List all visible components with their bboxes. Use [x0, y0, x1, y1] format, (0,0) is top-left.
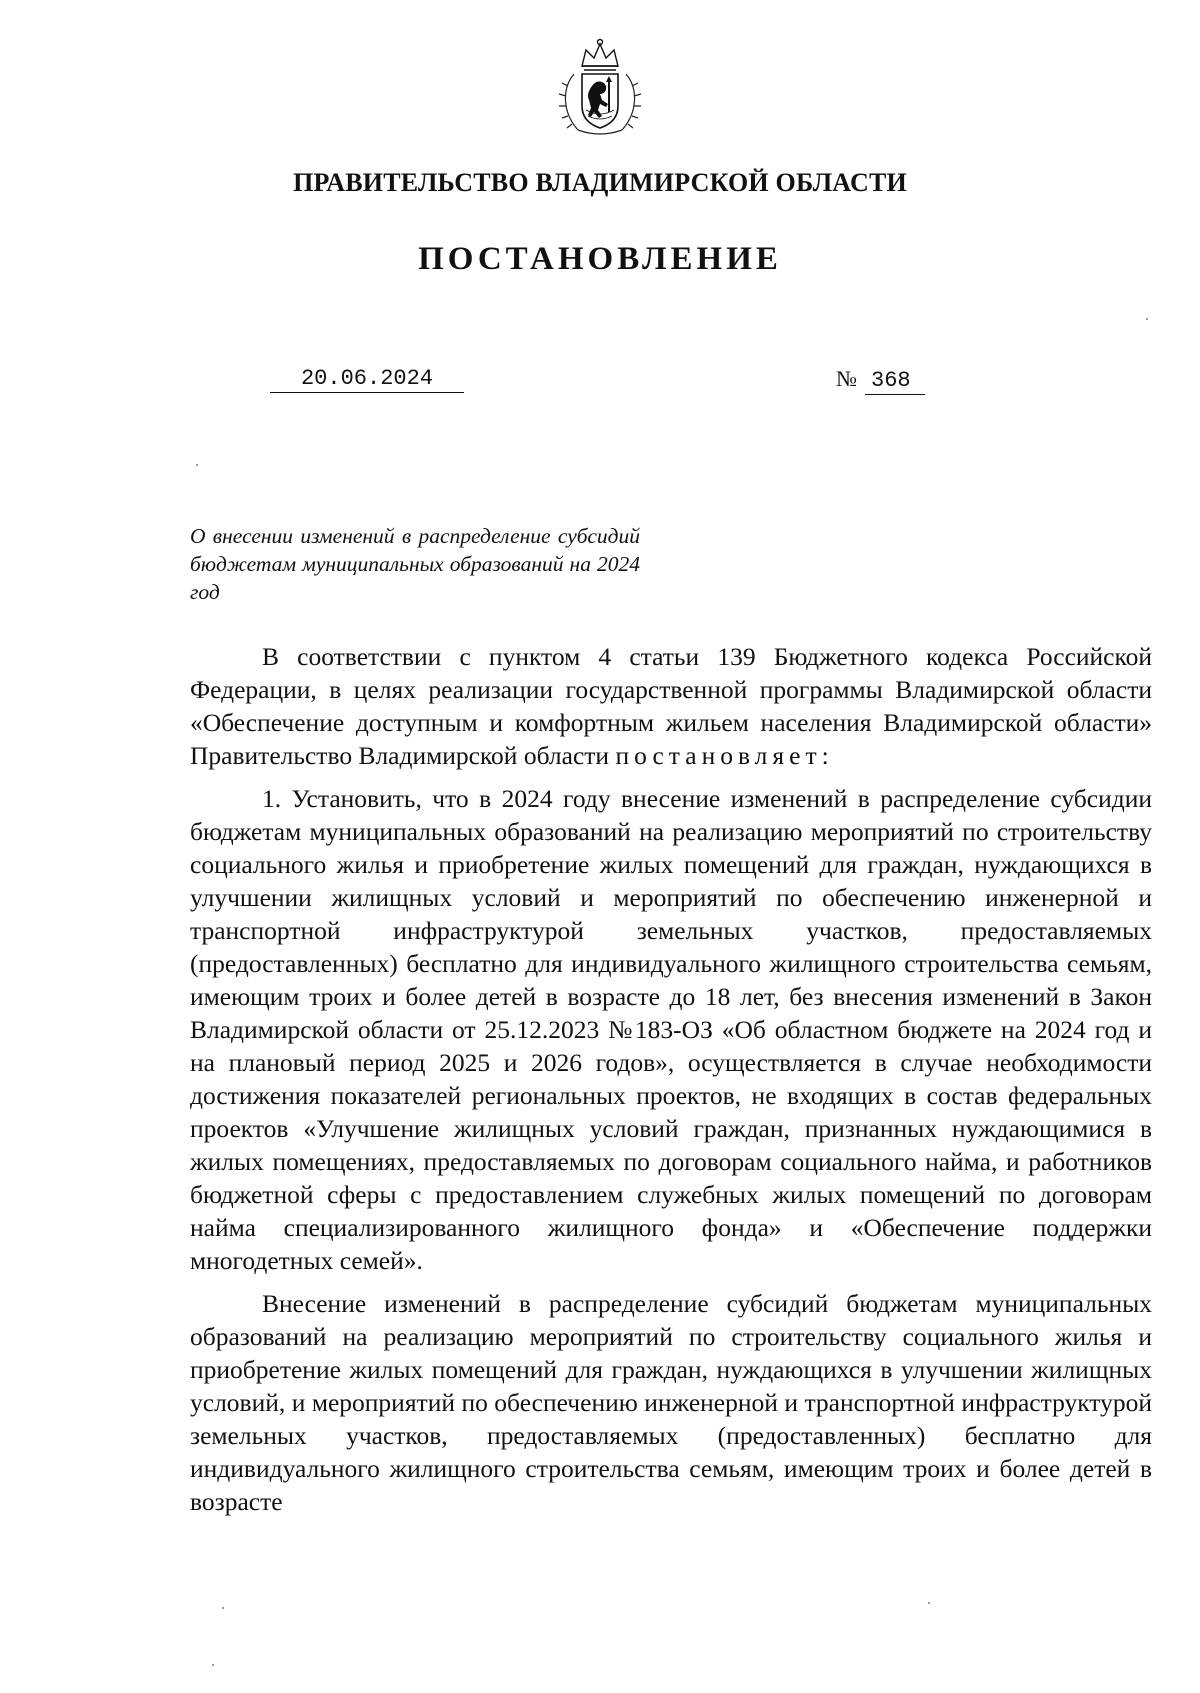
point-1-paragraph: 1. Установить, что в 2024 году внесение изменений в распределение субсидии бюджетам муниципальных образований на реализацию мероприятий по строительству социального жилья и приобретение жилых помещений для граждан, нуждающихся в улучшении жилищных условий и мероприятий по обеспечению инженерной и транспортной инфраструктурой земельных участков, предоставляемых (предоставленных) бесплатно для индивидуального жилищного строительства семьям, имеющим троих и более детей в возрасте до 18 лет, без внесения изменений в Закон Владимирской области от 25.12.2023 №183-ОЗ «Об областном бюджете на 2024 год и на плановый период 2025 и 2026 годов», осуществляется в случае необходимости достижения показателей региональных проектов, не входящих в состав федеральных проектов «Улучшение жилищных условий граждан, признанных нуждающимися в жилых помещениях, предоставляемых по договорам социального найма, и работников бюджетной сферы с предоставлением служебных жилых помещений по договорам найма специализированного жилищного фонда» и «Обеспечение поддержки многодетных семей». — [190, 784, 1152, 1275]
coat-of-arms-icon — [548, 36, 652, 140]
document-subject: О внесении изменений в распределение субсидий бюджетам муниципальных образований на 2024 год — [190, 524, 640, 604]
scan-speck — [196, 464, 198, 466]
number-sign: № — [836, 366, 857, 391]
preamble-paragraph — [190, 640, 1152, 772]
scan-speck — [1146, 318, 1148, 320]
government-name: ПРАВИТЕЛЬСТВО ВЛАДИМИРСКОЙ ОБЛАСТИ — [293, 168, 907, 197]
scan-speck — [222, 1607, 224, 1609]
scan-speck — [928, 1602, 930, 1604]
scan-speck — [212, 1664, 214, 1666]
preamble-text: В соответствии с пунктом 4 статьи 139 Бюджетного кодекса Российской Федерации, в целях реализации государственной программы Владимирской области «Обеспечение доступным и комфортным жильем населения Владимирской области» Правительство Владимирской области — [190, 642, 1152, 770]
document-type-title: ПОСТАНОВЛЕНИЕ — [418, 241, 782, 277]
document-date: 20.06.2024 — [270, 366, 464, 393]
document-body — [190, 640, 1152, 1528]
document-number — [836, 366, 925, 395]
number-value: 368 — [865, 368, 925, 395]
paragraph-2: Внесение изменений в распределение субсидий бюджетам муниципальных образований на реализацию мероприятий по строительству социального жилья и приобретение жилых помещений для граждан, нуждающихся в улучшении жилищных условий, и мероприятий по обеспечению инженерной и транспортной инфраструктурой земельных участков, предоставляемых (предоставленных) бесплатно для индивидуального жилищного строительства семьям, имеющим троих и более детей в возрасте — [190, 1289, 1152, 1516]
resolves-word: постановляет: — [615, 741, 834, 770]
